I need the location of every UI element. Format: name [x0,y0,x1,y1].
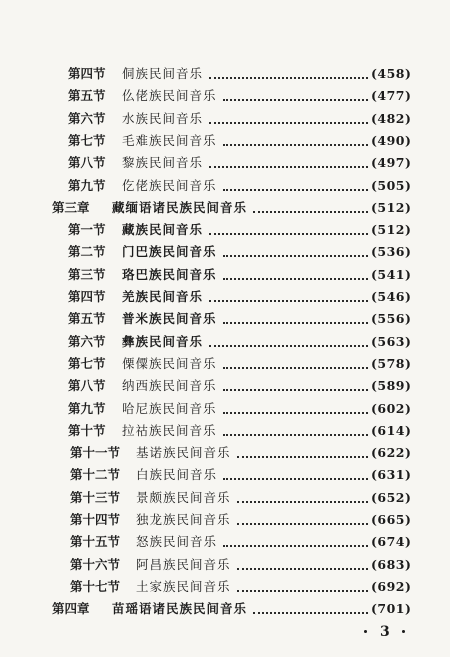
toc-entry-number: 第九节 [68,400,106,416]
toc-leader-dots [223,124,368,146]
toc-leader-dots [209,57,368,79]
toc-entry-page: (622) [371,445,412,461]
toc-entry-page: (701) [371,601,412,617]
toc-entry-page: (490) [371,132,412,148]
toc-entry-page: (482) [371,110,412,126]
toc-leader-dots [237,436,368,458]
toc-leader-dots [223,79,368,101]
toc-entry-page: (556) [371,311,412,327]
toc-leader-dots [223,414,368,436]
toc-leader-dots [223,525,368,547]
toc-entry-number: 第十节 [68,422,106,438]
toc-section-entry [0,487,450,509]
toc-entry-number: 第十六节 [70,556,121,572]
toc-entry-number: 第五节 [68,88,106,104]
toc-entry-title: 白族民间音乐 [136,467,218,483]
toc-entry-number: 第四节 [68,289,106,304]
toc-entry-number: 第四节 [68,66,106,81]
toc-leader-dots [209,102,368,124]
toc-entry-title: 毛难族民间音乐 [122,132,217,148]
toc-entry-page: (578) [371,355,412,371]
toc-entry-number: 第十二节 [70,467,121,483]
toc-entry-title: 普米族民间音乐 [122,311,217,327]
toc-leader-dots [223,235,368,257]
toc-section-entry [0,554,450,576]
toc-leader-dots [253,191,368,213]
toc-entry-title: 阿昌族民间音乐 [136,556,231,572]
toc-leader-dots [223,258,368,280]
toc-entry-page: (692) [371,578,412,594]
toc-section-entry [0,420,450,442]
decorative-dot [364,630,367,633]
toc-leader-dots [209,146,368,168]
toc-entry-title: 傈僳族民间音乐 [122,355,217,371]
toc-entry-page: (512) [371,222,412,238]
toc-leader-dots [223,347,368,369]
toc-section-entry [0,531,450,553]
toc-entry-page: (674) [371,534,412,550]
toc-entry-title: 苗瑶语诸民族民间音乐 [112,601,248,617]
toc-entry-page: (536) [371,244,412,260]
toc-entry-title: 独龙族民间音乐 [136,512,231,527]
toc-entry-title: 水族民间音乐 [122,110,204,126]
toc-entry-title: 拉祜族民间音乐 [122,422,217,438]
toc-entry-title: 仫佬族民间音乐 [122,88,217,104]
toc-entry-number: 第十七节 [70,578,121,594]
toc-section-entry [0,464,450,486]
toc-entry-title: 侗族民间音乐 [122,66,204,81]
toc-entry-title: 黎族民间音乐 [122,155,204,171]
toc-entry-number: 第七节 [68,355,106,371]
toc-entry-number: 第二节 [68,244,106,260]
page-number: 3 [380,624,390,640]
toc-entry-number: 第七节 [68,132,106,148]
toc-entry-number: 第八节 [68,378,106,394]
toc-entry-number: 第一节 [68,222,106,238]
toc-entry-title: 门巴族民间音乐 [122,244,217,260]
toc-entry-number: 第十三节 [70,489,121,505]
toc-entry-page: (602) [371,400,412,416]
toc-leader-dots [237,548,368,570]
toc-entry-page: (614) [371,422,412,438]
toc-entry-page: (631) [371,467,412,483]
toc-leader-dots [209,325,368,347]
toc-entry-number: 第十四节 [70,512,121,527]
toc-leader-dots [223,302,368,324]
toc-leader-dots [223,369,368,391]
toc-entry-title: 景颇族民间音乐 [136,489,231,505]
toc-entry-title: 珞巴族民间音乐 [122,266,217,282]
toc-leader-dots [237,503,368,525]
toc-leader-dots [237,570,368,592]
toc-entry-title: 土家族民间音乐 [136,578,231,594]
toc-entry-title: 藏族民间音乐 [122,222,204,238]
toc-chapter-entry [0,598,450,620]
toc-entry-title: 怒族民间音乐 [136,534,218,550]
toc-entry-title: 羌族民间音乐 [122,289,204,304]
toc-entry-title: 彝族民间音乐 [122,333,204,349]
toc-section-entry [0,576,450,598]
toc-section-entry [0,175,450,197]
toc-entry-page: (541) [371,266,412,282]
toc-entry-page: (546) [371,289,412,304]
toc-entry-page: (497) [371,155,412,171]
toc-leader-dots [237,481,368,503]
toc-entry-page: (512) [371,199,412,215]
toc-entry-title: 仡佬族民间音乐 [122,177,217,193]
toc-entry-number: 第三章 [52,199,90,215]
toc-leader-dots [209,213,368,235]
toc-leader-dots [209,280,368,302]
toc-leader-dots [253,592,368,614]
toc-entry-page: (683) [371,556,412,572]
toc-entry-page: (458) [371,66,412,81]
toc-entry-number: 第十一节 [70,445,121,461]
toc-leader-dots [223,392,368,414]
toc-entry-number: 第五节 [68,311,106,327]
toc-entry-number: 第十五节 [70,534,121,550]
toc-entry-page: (563) [371,333,412,349]
toc-entry-title: 基诺族民间音乐 [136,445,231,461]
toc-entry-number: 第三节 [68,266,106,282]
toc-entry-number: 第九节 [68,177,106,193]
toc-entry-number: 第四章 [52,601,90,617]
toc-entry-page: (665) [371,512,412,527]
toc-entry-page: (477) [371,88,412,104]
toc-entry-page: (652) [371,489,412,505]
toc-entry-title: 藏缅语诸民族民间音乐 [112,199,248,215]
toc-entry-title: 哈尼族民间音乐 [122,400,217,416]
decorative-dot [402,630,405,633]
toc-leader-dots [223,458,368,480]
toc-entry-number: 第六节 [68,333,106,349]
toc-entry-page: (505) [371,177,412,193]
page-number-footer [362,622,422,642]
toc-entry-page: (589) [371,378,412,394]
toc-entry-title: 纳西族民间音乐 [122,378,217,394]
toc-leader-dots [223,169,368,191]
toc-entry-number: 第八节 [68,155,106,171]
toc-entry-number: 第六节 [68,110,106,126]
